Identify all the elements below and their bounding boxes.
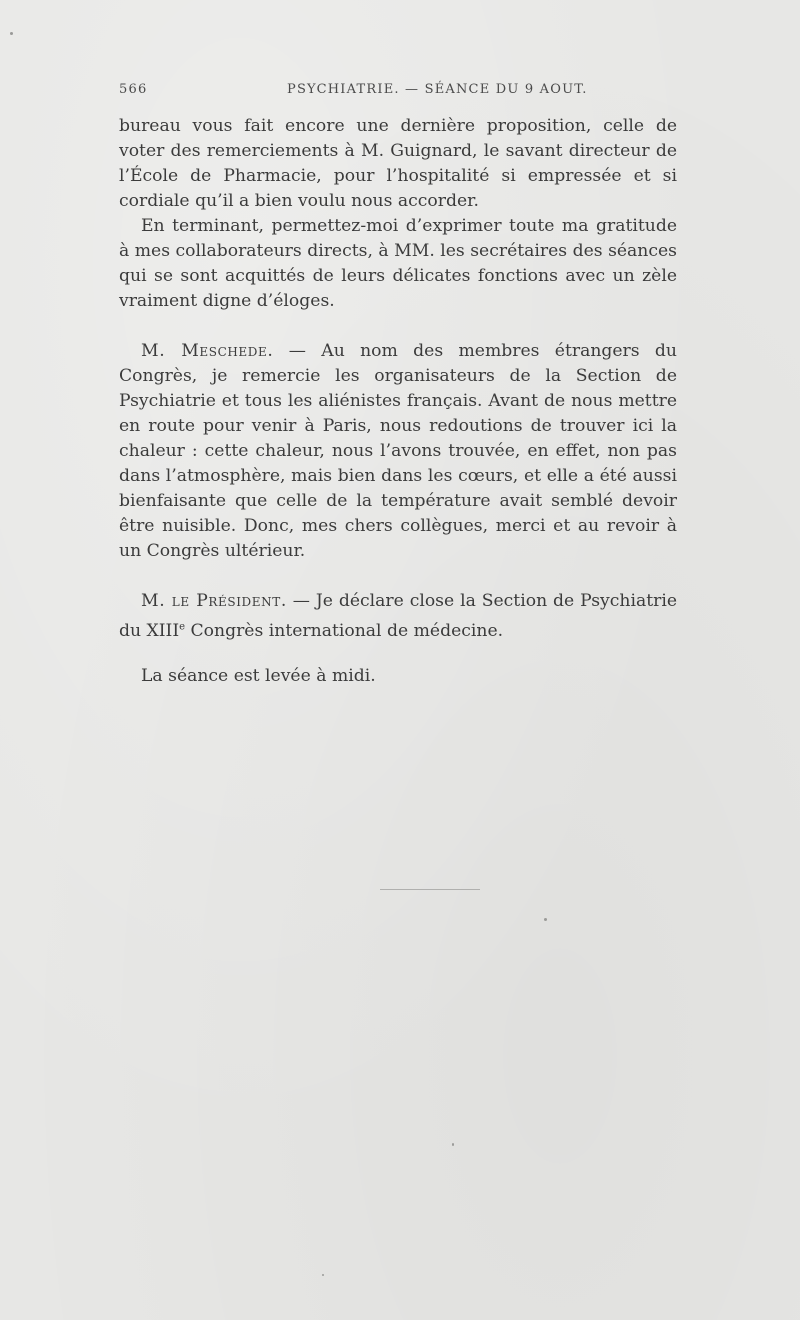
page-number: 566 [119,82,148,97]
paper-speck [10,32,13,35]
paragraph-president [119,589,677,644]
closing-line: La séance est levée à midi. [141,666,376,686]
president-speech: — Je déclare close la Section de Psychiatrie du XIIIe Congrès international de médecine. [119,591,677,641]
body-text [119,114,677,644]
running-head [119,82,679,102]
paper-speck [544,918,547,921]
running-head-title: PSYCHIATRIE. — SÉANCE DU 9 AOUT. [287,82,588,97]
paragraph-closing-thanks: En terminant, permettez-moi d’exprimer toute ma gratitude à mes collaborateurs directs, à MM. les secrétaires des séances qui se sont acquittés de leurs délicates fonctions avec un zèle vraiment digne d’éloges. [119,216,677,311]
speaker-president: M. le Président. [141,591,287,611]
paragraph-meschede [119,339,677,564]
meschede-speech: — Au nom des membres étrangers du Congrès, je remercie les organisateurs de la Section de Psychiatrie et tous les aliénistes français. Avant de nous mettre en route pour venir à Paris, nous redoutions de trouver ici la chaleur : cette chaleur, nous l’avons trouvée, en effet, non pas dans l’atmosphère, mais bien dans les cœurs, et elle a été aussi bienfaisante que celle de la température avait semblé devoir être nuisible. Donc, mes chers collègues, merci et au revoir à un Congrès ultérieur. [119,341,678,561]
end-rule [380,889,480,890]
paper-speck [322,1274,324,1276]
superscript-e: e [179,621,186,632]
paper-speck [452,1143,454,1146]
speaker-meschede: M. Meschede. [141,341,274,361]
paragraph-continuation: bureau vous fait encore une dernière proposition, celle de voter des remerciements à M. Guignard, le savant directeur de l’École de Pharmacie, pour l’hospitalité si empressée et si cordiale qu’il a bien voulu nous accorder. [119,116,677,211]
